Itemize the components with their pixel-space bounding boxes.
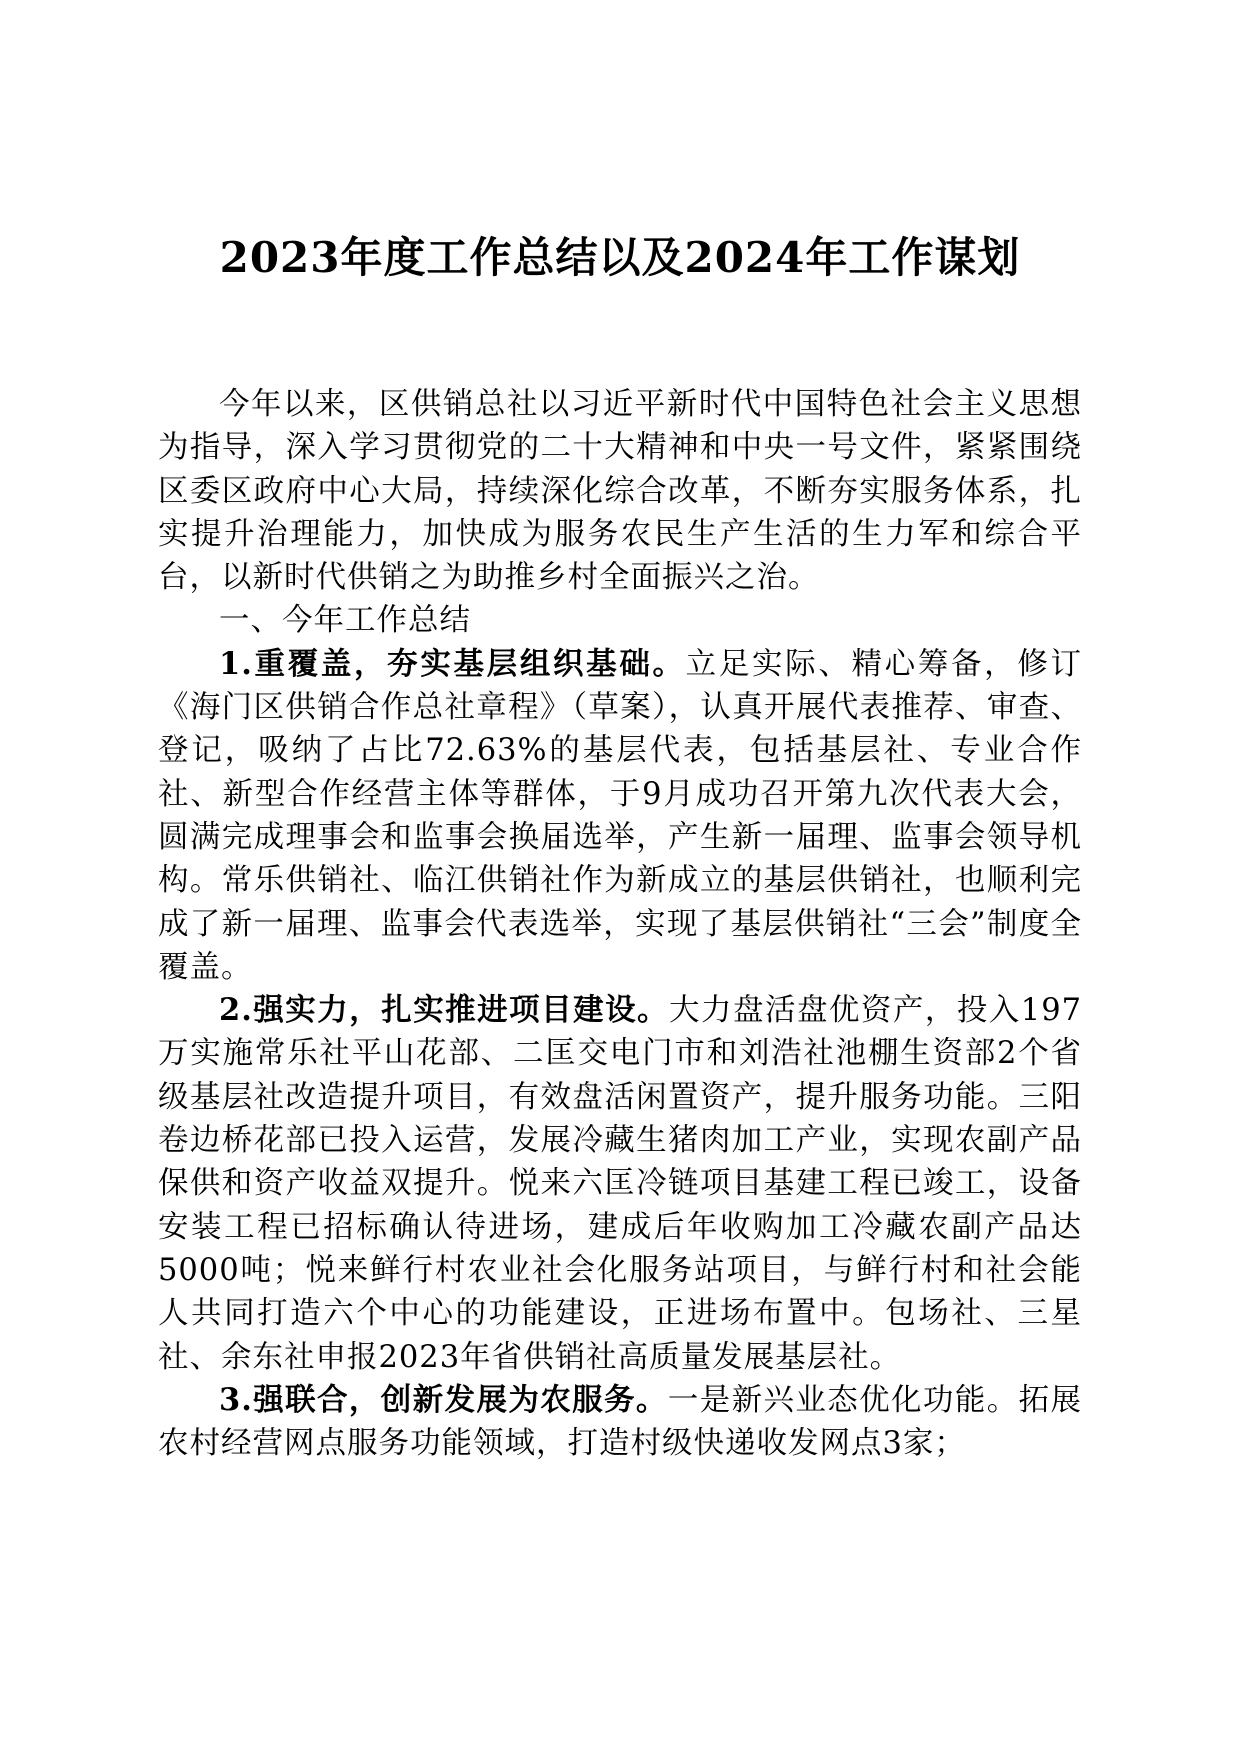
item-text: 大力盘活盘优资产，投入197万实施常乐社平山花部、二匡交电门市和刘浩社池棚生资部2个省级基层社改造提升项目，有效盘活闲置资产，提升服务功能。三阳卷边桥花部已投入运营，发展冷藏生猪肉加工产业，实现农副产品保供和资产收益双提升。悦来六匡冷链项目基建工程已竣工，设备安装工程已招标确认待进场，建成后年收购加工冷藏农副产品达5000吨；悦来鲜行村农业社会化服务站项目，与鲜行村和社会能人共同打造六个中心的功能建设，正进场布置中。包场社、三星社、余东社申报2023年省供销社高质量发展基层社。 [158,993,1082,1375]
section-heading: 一、今年工作总结 [219,603,471,639]
item-lead: 2.强实力，扎实推进项目建设。 [219,992,670,1029]
intro-paragraph: 今年以来，区供销总社以习近平新时代中国特色社会主义思想为指导，深入学习贯彻党的二十大精神和中央一号文件，紧紧围绕区委区政府中心大局，持续深化综合改革，不断夯实服务体系，扎实提升治理能力，加快成为服务农民生产生活的生力军和综合平台，以新时代供销之为助推乡村全面振兴之治。 [158,387,1082,596]
document-title: 2023年度工作总结以及2024年工作谋划 [219,233,1021,282]
item-text: 一是新兴业态优化功能。拓展农村经营网点服务功能领域，打造村级快递收发网点3家； [158,1382,1082,1462]
item-text: 立足实际、精心筹备，修订《海门区供销合作总社章程》（草案），认真开展代表推荐、审查、登记，吸纳了占比72.63%的基层代表，包括基层社、专业合作社、新型合作经营主体等群体，于9月成功召开第九次代表大会，圆满完成理事会和监事会换届选举，产生新一届理、监事会领导机构。常乐供销社、临江供销社作为新成立的基层供销社，也顺利完成了新一届理、监事会代表选举，实现了基层供销社“三会”制度全覆盖。 [158,646,1082,985]
summary-item-3 [158,1379,1082,1466]
item-lead: 3.强联合，创新发展为农服务。 [219,1381,668,1418]
document-body [158,383,1082,1465]
summary-item-2 [158,989,1082,1379]
summary-item-1 [158,643,1082,989]
item-lead: 1.重覆盖，夯实基层组织基础。 [219,645,686,682]
